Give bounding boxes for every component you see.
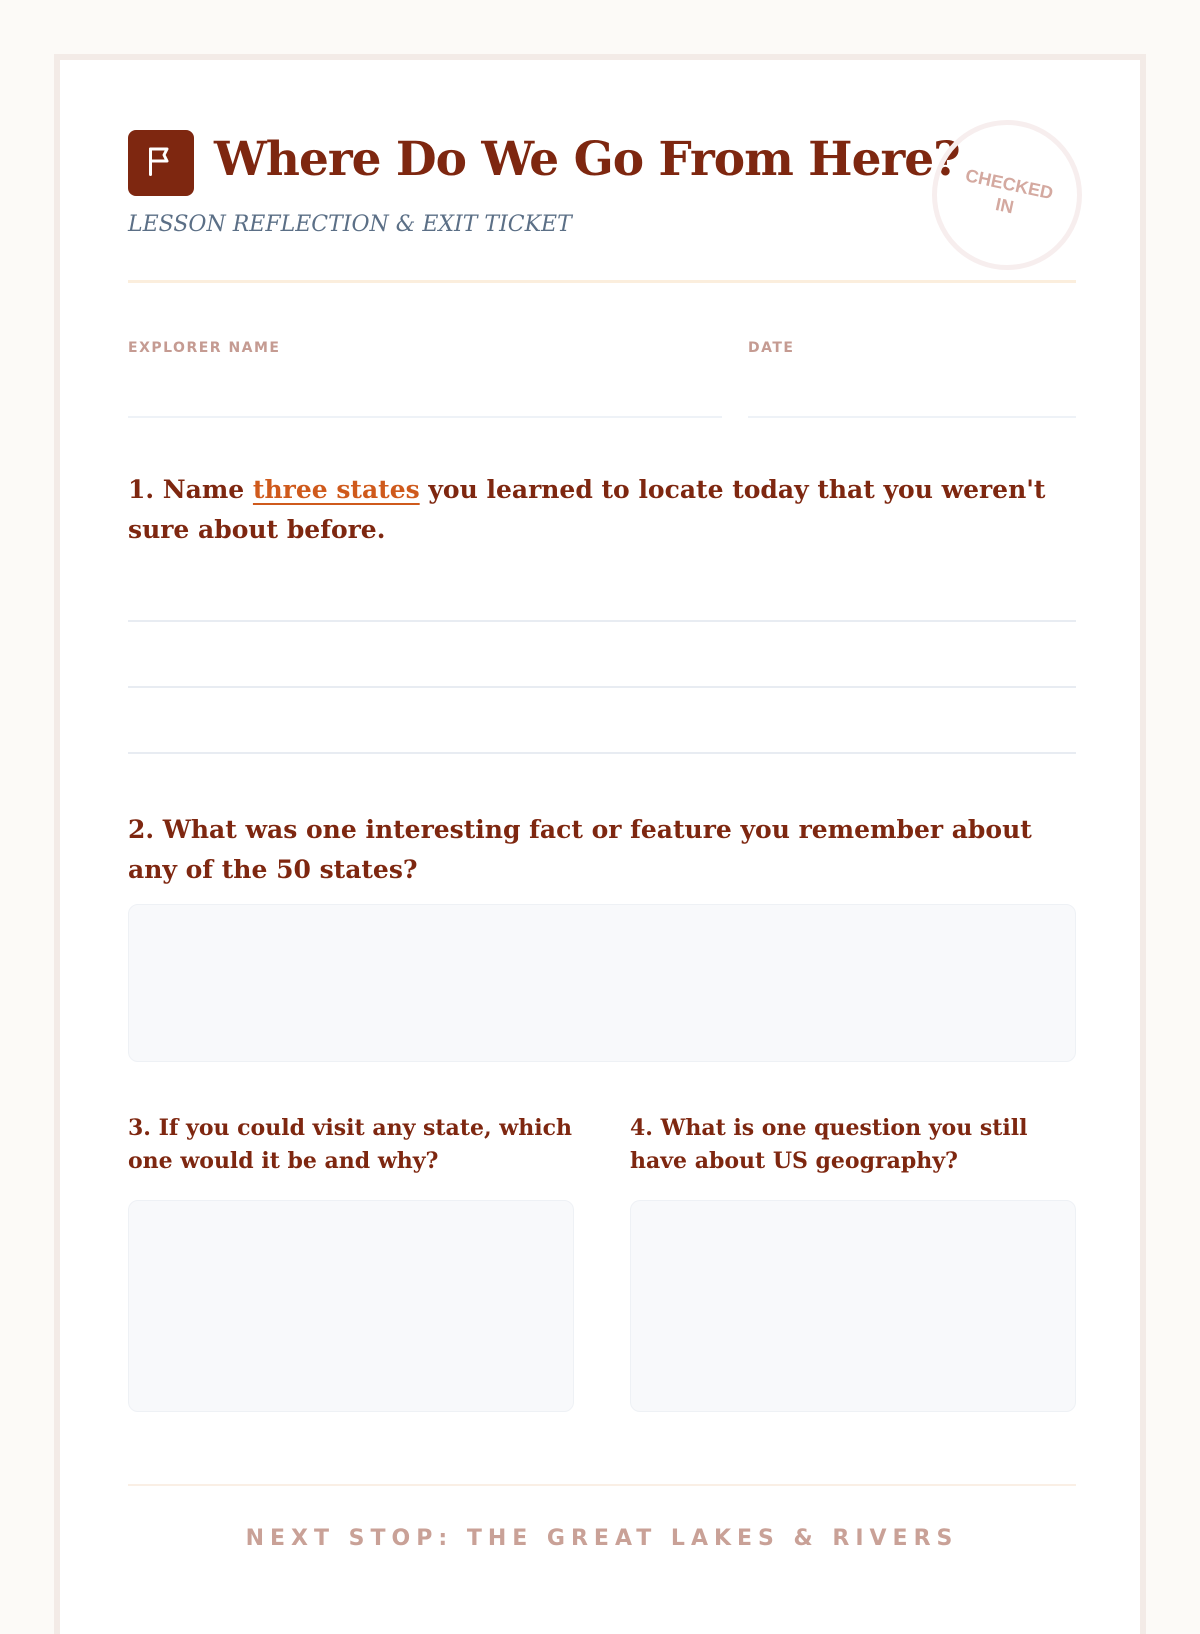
worksheet-card [54, 54, 1146, 1634]
page-title: Where Do We Go From Here? [214, 132, 960, 187]
question-1-highlight: three states [252, 475, 420, 504]
header [128, 130, 1058, 280]
flag-icon [143, 143, 179, 183]
date-field[interactable] [748, 416, 1076, 418]
date-label: DATE [748, 340, 795, 356]
explorer-name-field[interactable] [128, 416, 722, 418]
question-3: 3. If you could visit any state, which one would it be and why? [128, 1115, 572, 1174]
question-1-text: 1. Name [128, 475, 253, 504]
flag-badge [128, 130, 194, 196]
answer-line-2[interactable] [128, 686, 1076, 688]
checked-in-stamp [932, 120, 1082, 270]
page-subtitle: LESSON REFLECTION & EXIT TICKET [128, 212, 572, 237]
question-3-answer-box[interactable] [128, 1200, 574, 1412]
answer-line-3[interactable] [128, 752, 1076, 754]
next-stop-footer: NEXT STOP: THE GREAT LAKES & RIVERS [245, 1526, 959, 1551]
question-2: 2. What was one interesting fact or feature you remember about any of the 50 states? [128, 815, 1032, 884]
question-4: 4. What is one question you still have about US geography? [630, 1115, 1028, 1174]
stamp-text: CHECKED IN [963, 165, 1055, 218]
question-4-answer-box[interactable] [630, 1200, 1076, 1412]
header-divider [128, 280, 1076, 283]
answer-line-1[interactable] [128, 620, 1076, 622]
explorer-name-label: EXPLORER NAME [128, 340, 281, 356]
question-1-text-end: you learned to locate today that you weren't sure about before. [128, 475, 1046, 544]
question-2-answer-box[interactable] [128, 904, 1076, 1062]
footer-divider [128, 1484, 1076, 1486]
question-1 [128, 470, 1076, 550]
